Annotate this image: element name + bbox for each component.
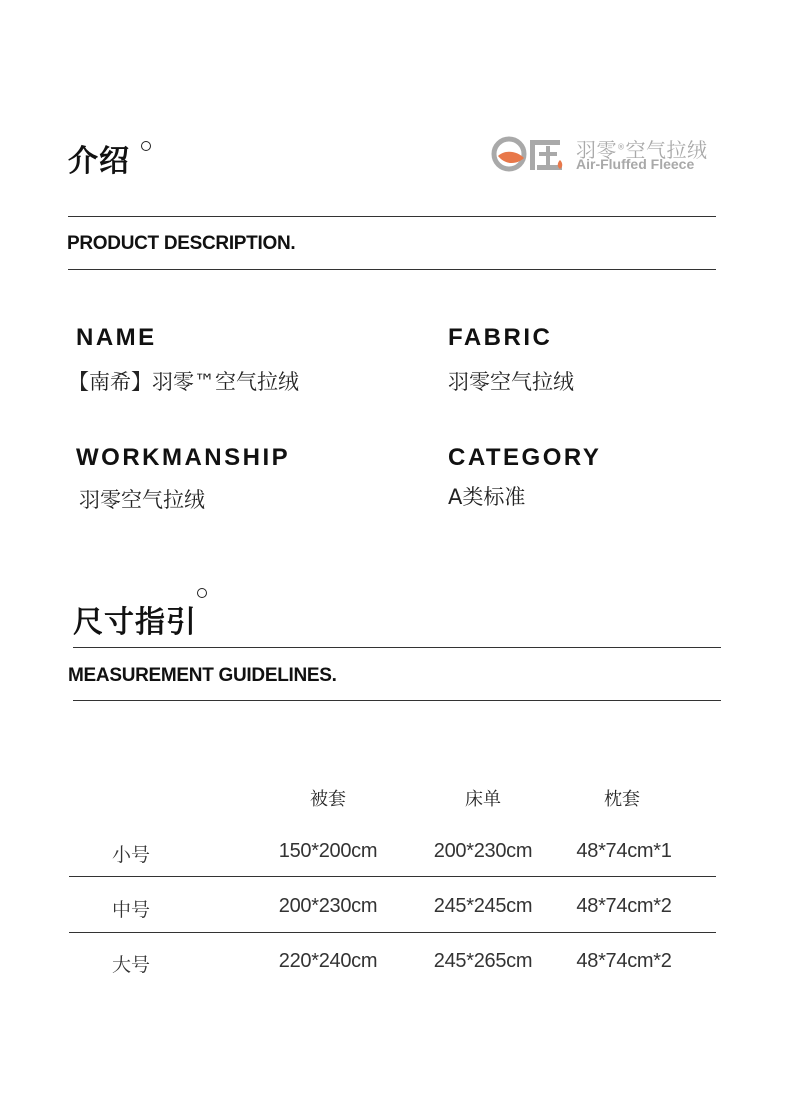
name-label: NAME	[76, 324, 157, 351]
workmanship-label: WORKMANSHIP	[76, 444, 291, 471]
table-header-sheet: 床单	[465, 789, 501, 810]
table-cell-pillow: 48*74cm*1	[576, 840, 672, 862]
table-row-size: 大号	[112, 954, 151, 976]
fabric-value: 羽零空气拉绒	[448, 370, 574, 394]
table-cell-duvet: 220*240cm	[278, 950, 378, 972]
table-cell-duvet: 150*200cm	[278, 840, 378, 862]
workmanship-value: 羽零空气拉绒	[79, 488, 205, 512]
category-label: CATEGORY	[448, 444, 602, 471]
measurement-guidelines-heading: MEASUREMENT GUIDELINES.	[68, 665, 337, 686]
table-cell-duvet: 200*230cm	[278, 895, 378, 917]
table-row-size: 中号	[112, 899, 151, 921]
table-cell-sheet: 200*230cm	[433, 840, 533, 862]
category-value: A类标准	[448, 485, 526, 509]
table-cell-pillow: 48*74cm*2	[576, 895, 672, 917]
logo-chinese-text: 羽零®空气拉绒	[576, 138, 708, 162]
table-header-pillow: 枕套	[604, 789, 640, 810]
intro-title: 介绍	[68, 144, 130, 179]
table-row-divider	[69, 876, 716, 877]
table-row-size: 小号	[112, 844, 151, 866]
product-description-heading: PRODUCT DESCRIPTION.	[67, 233, 296, 254]
table-header-duvet: 被套	[310, 789, 346, 810]
table-cell-sheet: 245*265cm	[433, 950, 533, 972]
table-row-divider	[69, 932, 716, 933]
logo-english-text: Air-Fluffed Fleece	[576, 156, 695, 172]
fabric-label: FABRIC	[448, 324, 553, 351]
table-cell-sheet: 245*245cm	[433, 895, 533, 917]
name-value: 【南希】羽零™空气拉绒	[68, 370, 299, 394]
table-cell-pillow: 48*74cm*2	[576, 950, 672, 972]
measurement-title: 尺寸指引	[73, 605, 197, 640]
